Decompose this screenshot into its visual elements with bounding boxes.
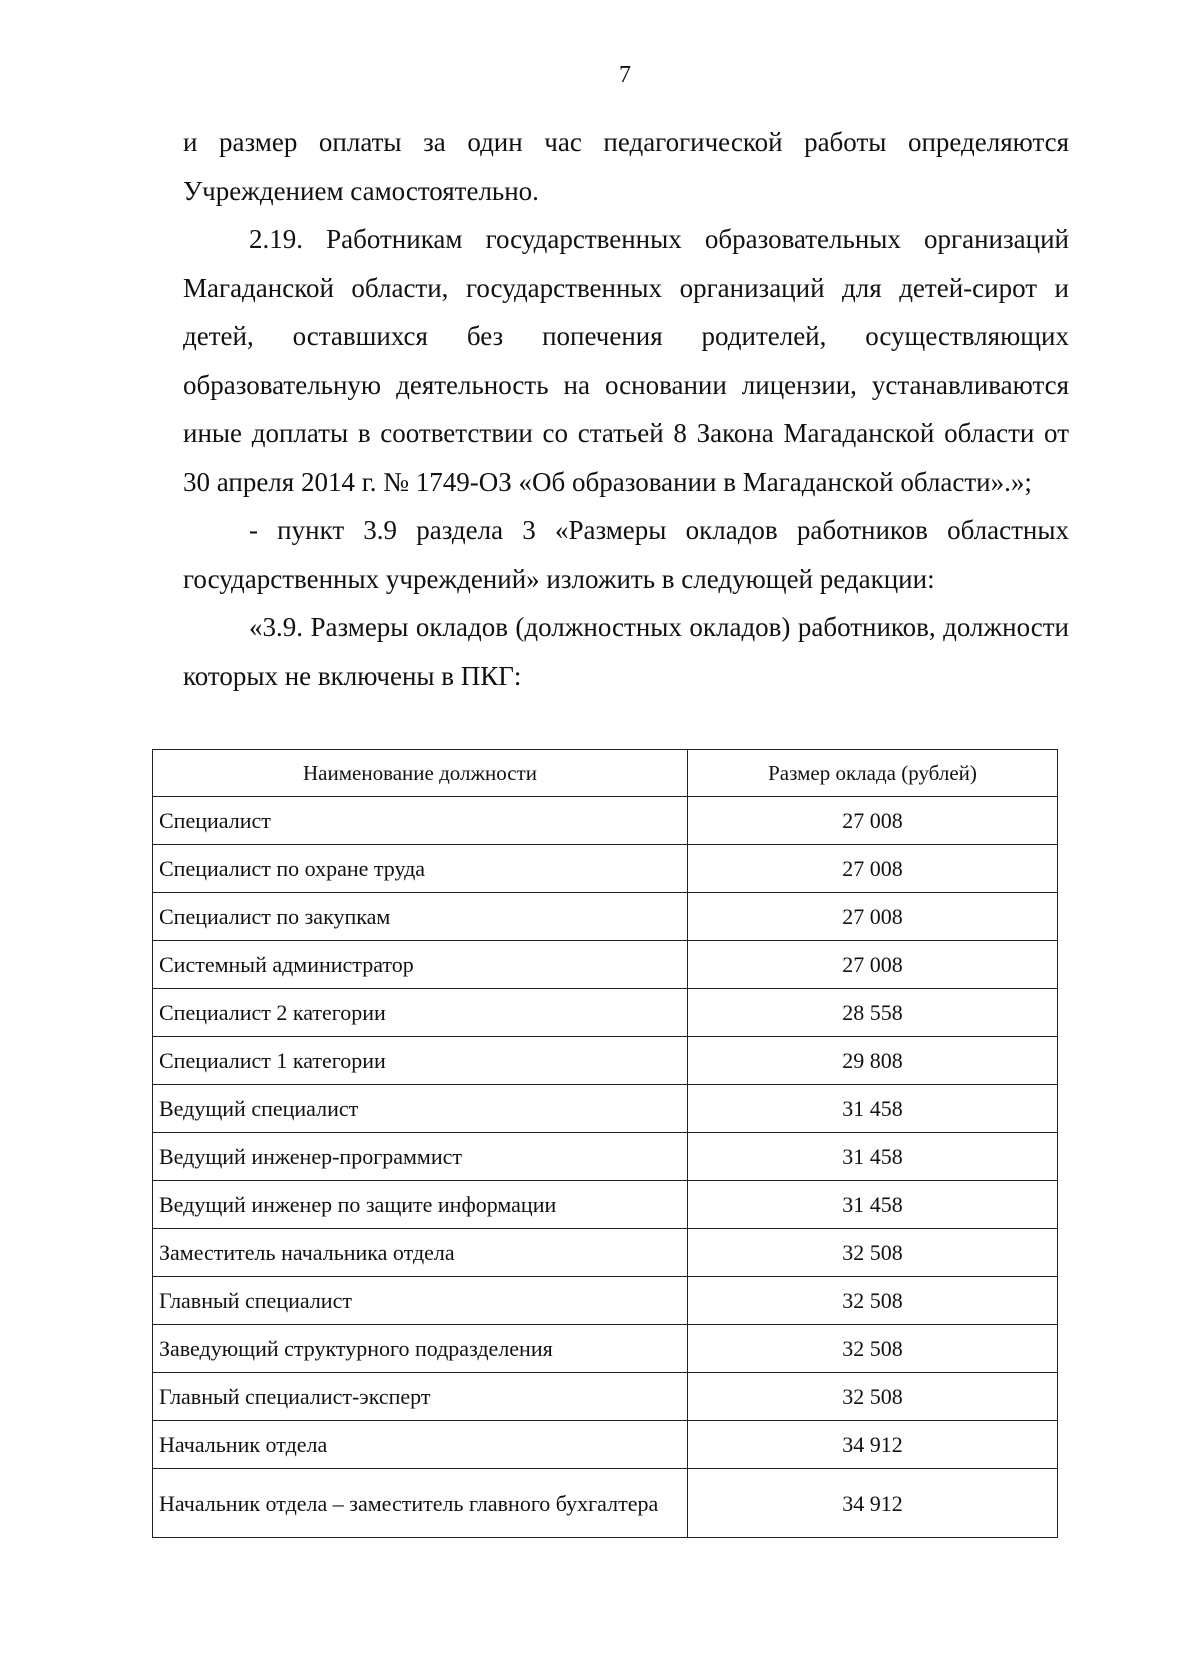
position-cell: Ведущий инженер по защите информации (153, 1181, 688, 1229)
position-cell: Ведущий специалист (153, 1085, 688, 1133)
salary-cell: 31 458 (688, 1085, 1058, 1133)
paragraph-2-19: 2.19. Работникам государственных образовательных организаций Магаданской области, государственных организаций для детей-сирот и детей, оставшихся без попечения родителей, осуществляющих образовательную деятельность на основании лицензии, устанавливаются иные доплаты в соответствии со статьей 8 Закона Магаданской области от 30 апреля 2014 г. № 1749-ОЗ «Об образовании в Магаданской области».»; (183, 224, 1069, 497)
salary-cell: 34 912 (688, 1469, 1058, 1538)
salary-cell: 32 508 (688, 1277, 1058, 1325)
position-cell: Специалист по закупкам (153, 893, 688, 941)
position-cell: Специалист 1 категории (153, 1037, 688, 1085)
position-cell: Заведующий структурного подразделения (153, 1325, 688, 1373)
header-position: Наименование должности (153, 750, 688, 797)
position-cell: Главный специалист-эксперт (153, 1373, 688, 1421)
position-cell: Специалист (153, 797, 688, 845)
header-salary: Размер оклада (рублей) (688, 750, 1058, 797)
table-header-row (153, 750, 1058, 797)
salary-cell: 28 558 (688, 989, 1058, 1037)
position-cell: Начальник отдела (153, 1421, 688, 1469)
position-cell: Специалист по охране труда (153, 845, 688, 893)
salary-cell: 27 008 (688, 941, 1058, 989)
table-row (153, 1469, 1058, 1538)
document-body (183, 118, 1069, 700)
table-row (153, 1421, 1058, 1469)
table-row (153, 1037, 1058, 1085)
position-cell: Ведущий инженер-программист (153, 1133, 688, 1181)
table-row (153, 1133, 1058, 1181)
page-number: 7 (619, 62, 631, 88)
paragraph-continuation: и размер оплаты за один час педагогической работы определяются Учреждением самостоятельно. (183, 127, 1069, 206)
salary-table (152, 749, 1058, 1538)
position-cell: Заместитель начальника отдела (153, 1229, 688, 1277)
salary-cell: 32 508 (688, 1373, 1058, 1421)
table-row (153, 941, 1058, 989)
salary-cell: 34 912 (688, 1421, 1058, 1469)
salary-cell: 32 508 (688, 1229, 1058, 1277)
table-row (153, 989, 1058, 1037)
salary-cell: 27 008 (688, 893, 1058, 941)
table-row (153, 1277, 1058, 1325)
table-row (153, 797, 1058, 845)
position-cell: Главный специалист (153, 1277, 688, 1325)
salary-cell: 31 458 (688, 1181, 1058, 1229)
table-row (153, 845, 1058, 893)
table-row (153, 893, 1058, 941)
table-row (153, 1229, 1058, 1277)
salary-cell: 32 508 (688, 1325, 1058, 1373)
table-row (153, 1181, 1058, 1229)
salary-cell: 27 008 (688, 797, 1058, 845)
table-row (153, 1085, 1058, 1133)
position-cell: Системный администратор (153, 941, 688, 989)
table-row (153, 1373, 1058, 1421)
position-cell: Специалист 2 категории (153, 989, 688, 1037)
salary-cell: 29 808 (688, 1037, 1058, 1085)
table-row (153, 1325, 1058, 1373)
paragraph-3-9: «3.9. Размеры окладов (должностных окладов) работников, должности которых не включены в ПКГ: (183, 612, 1069, 691)
paragraph-amendment-3-9: - пункт 3.9 раздела 3 «Размеры окладов работников областных государственных учреждений» изложить в следующей редакции: (183, 515, 1069, 594)
salary-cell: 31 458 (688, 1133, 1058, 1181)
salary-cell: 27 008 (688, 845, 1058, 893)
position-cell: Начальник отдела – заместитель главного бухгалтера (153, 1469, 688, 1538)
